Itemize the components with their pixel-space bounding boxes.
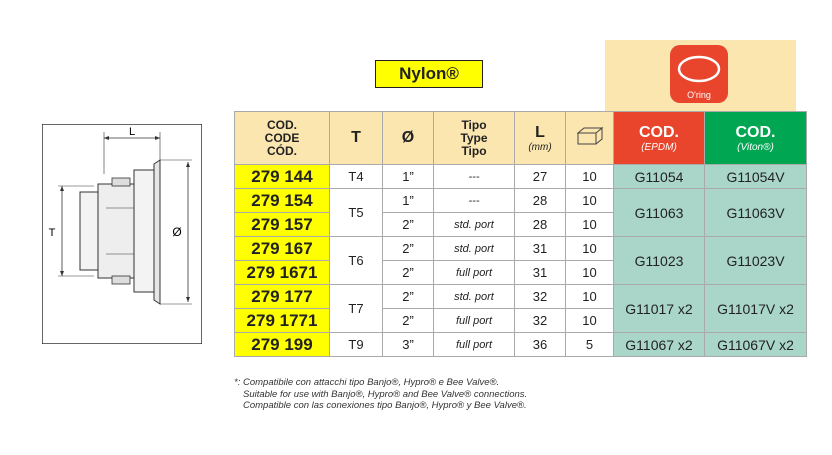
- qty-cell: 5: [566, 333, 614, 357]
- qty-cell: 10: [566, 165, 614, 189]
- t-cell: T4: [330, 165, 383, 189]
- header-tipo: [434, 112, 515, 165]
- diameter-cell: 2”: [383, 309, 434, 333]
- l-cell: 32: [515, 309, 566, 333]
- footnote-es: Compatible con las conexiones tipo Banjo®, Hypro® y Bee Valve®.: [243, 400, 527, 411]
- diameter-cell: 3”: [383, 333, 434, 357]
- label-l: L: [128, 126, 136, 138]
- header-l-label: L: [535, 123, 545, 141]
- l-cell: 31: [515, 237, 566, 261]
- footnote: [234, 377, 527, 412]
- code-cell: 279 144: [235, 165, 330, 189]
- l-cell: 31: [515, 261, 566, 285]
- viton-cell: G11017V x2: [705, 285, 807, 333]
- tipo-cell: ---: [434, 189, 515, 213]
- header-t: [330, 112, 383, 165]
- header-code: [235, 112, 330, 165]
- epdm-cell: G11063: [614, 189, 705, 237]
- viton-cell: G11023V: [705, 237, 807, 285]
- code-cell: 279 167: [235, 237, 330, 261]
- header-epdm: [614, 112, 705, 165]
- code-cell: 279 199: [235, 333, 330, 357]
- qty-cell: 10: [566, 213, 614, 237]
- diameter-cell: 2”: [383, 285, 434, 309]
- qty-cell: 10: [566, 309, 614, 333]
- header-code-es: CÓD.: [267, 143, 297, 158]
- nylon-badge: Nylon®: [375, 60, 483, 88]
- epdm-cell: G11023: [614, 237, 705, 285]
- code-cell: 279 177: [235, 285, 330, 309]
- header-tipo-es: Tipo: [461, 143, 487, 158]
- t-cell: T9: [330, 333, 383, 357]
- t-cell: T7: [330, 285, 383, 333]
- header-row: [235, 112, 807, 165]
- tipo-cell: std. port: [434, 237, 515, 261]
- qty-cell: 10: [566, 285, 614, 309]
- viton-cell: G11067V x2: [705, 333, 807, 357]
- header-code-it: COD.: [267, 117, 297, 132]
- header-diameter-label: Ø: [401, 129, 415, 146]
- diameter-cell: 1”: [383, 165, 434, 189]
- diameter-cell: 2”: [383, 261, 434, 285]
- tipo-cell: full port: [434, 261, 515, 285]
- t-cell: T5: [330, 189, 383, 237]
- t-cell: T6: [330, 237, 383, 285]
- footnote-en: Suitable for use with Banjo®, Hypro® and Bee Valve® connections.: [243, 388, 528, 400]
- epdm-cell: G11017 x2: [614, 285, 705, 333]
- header-pack: [566, 112, 614, 165]
- table-row: [235, 285, 807, 309]
- header-t-label: T: [351, 129, 361, 146]
- l-cell: 28: [515, 213, 566, 237]
- header-diameter: [383, 112, 434, 165]
- code-cell: 279 1771: [235, 309, 330, 333]
- label-diameter: Ø: [172, 225, 182, 239]
- epdm-cell: G11054: [614, 165, 705, 189]
- tipo-cell: ---: [434, 165, 515, 189]
- footnote-it: *: Compatibile con attacchi tipo Banjo®, Hypro® e Bee Valve®.: [234, 377, 500, 388]
- l-cell: 27: [515, 165, 566, 189]
- code-cell: 279 154: [235, 189, 330, 213]
- oring-label: O'ring: [687, 90, 711, 100]
- header-tipo-it: Tipo: [461, 117, 487, 132]
- tipo-cell: full port: [434, 333, 515, 357]
- table-row: [235, 237, 807, 261]
- header-tipo-en: Type: [460, 130, 488, 145]
- viton-cell: G11063V: [705, 189, 807, 237]
- tipo-cell: std. port: [434, 285, 515, 309]
- diameter-cell: 2”: [383, 237, 434, 261]
- code-cell: 279 157: [235, 213, 330, 237]
- box-icon: [576, 126, 604, 146]
- code-cell: 279 1671: [235, 261, 330, 285]
- fitting-drawing: [42, 124, 202, 344]
- header-epdm-cod: COD.: [639, 123, 679, 141]
- epdm-cell: G11067 x2: [614, 333, 705, 357]
- header-epdm-label: (EPDM): [641, 141, 677, 153]
- table-row: [235, 333, 807, 357]
- l-cell: 28: [515, 189, 566, 213]
- product-table: [234, 111, 807, 357]
- header-viton-label: (Viton®): [737, 141, 774, 153]
- header-viton-cod: COD.: [735, 123, 776, 141]
- qty-cell: 10: [566, 261, 614, 285]
- header-viton: [705, 112, 807, 165]
- l-cell: 36: [515, 333, 566, 357]
- label-t: T: [48, 227, 56, 239]
- tipo-cell: std. port: [434, 213, 515, 237]
- diameter-cell: 2”: [383, 213, 434, 237]
- qty-cell: 10: [566, 189, 614, 213]
- diameter-cell: 1”: [383, 189, 434, 213]
- l-cell: 32: [515, 285, 566, 309]
- qty-cell: 10: [566, 237, 614, 261]
- table-row: [235, 189, 807, 213]
- header-l: [515, 112, 566, 165]
- table-row: [235, 165, 807, 189]
- tipo-cell: full port: [434, 309, 515, 333]
- viton-cell: G11054V: [705, 165, 807, 189]
- header-code-en: CODE: [264, 130, 300, 145]
- header-l-unit: (mm): [528, 141, 552, 153]
